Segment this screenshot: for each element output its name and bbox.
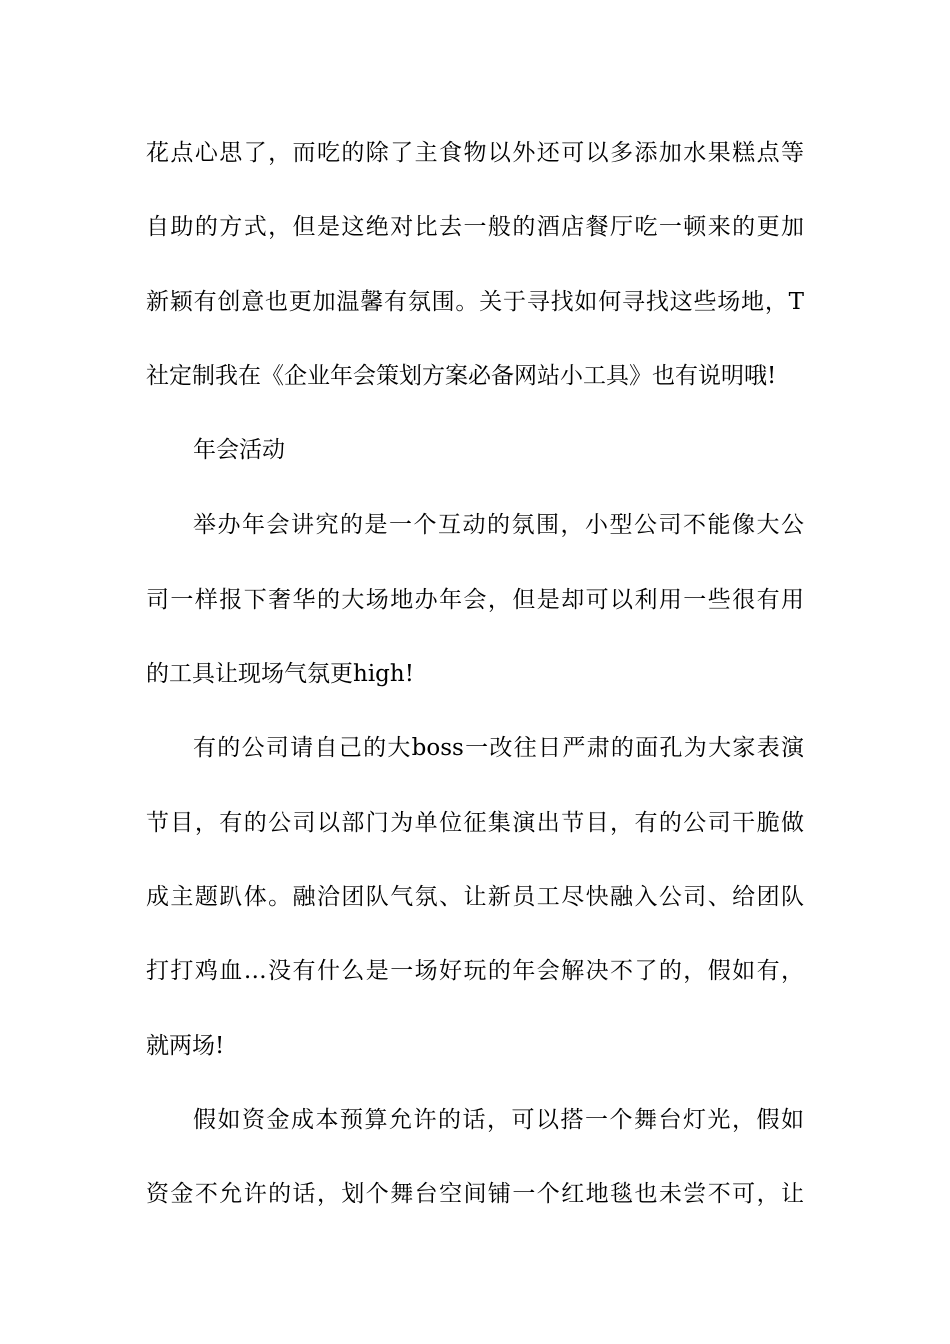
text-line (0, 580, 950, 620)
paragraph-text: 自助的方式，但是这绝对比去一般的酒店餐厅吃一顿来的更加 (146, 214, 804, 240)
paragraph-text: 的工具让现场气氛更high! (146, 661, 414, 687)
paragraph-text: 打打鸡血…没有什么是一场好玩的年会解决不了的，假如有， (146, 958, 804, 984)
text-line (0, 207, 950, 247)
section-heading: 年会活动 (193, 437, 285, 463)
text-line (0, 430, 950, 470)
paragraph-text: 假如资金成本预算允许的话，可以搭一个舞台灯光，假如 (193, 1107, 804, 1133)
paragraph-text: 就两场! (146, 1033, 225, 1059)
paragraph-text: 花点心思了，而吃的除了主食物以外还可以多添加水果糕点等 (146, 140, 804, 166)
text-line (0, 133, 950, 173)
text-line (0, 877, 950, 917)
text-line (0, 282, 950, 322)
paragraph-text: 资金不允许的话，划个舞台空间铺一个红地毯也未尝不可，让 (146, 1181, 804, 1207)
paragraph-text: 新颖有创意也更加温馨有氛围。关于寻找如何寻找这些场地，T (146, 289, 804, 315)
text-line (0, 1026, 950, 1066)
text-line (0, 654, 950, 694)
text-line (0, 1100, 950, 1140)
text-line (0, 356, 950, 396)
paragraph-text: 有的公司请自己的大boss一改往日严肃的面孔为大家表演 (193, 735, 804, 761)
paragraph-text: 举办年会讲究的是一个互动的氛围，小型公司不能像大公 (193, 512, 804, 538)
text-line (0, 803, 950, 843)
text-line (0, 728, 950, 768)
paragraph-text: 成主题趴体。融洽团队气氛、让新员工尽快融入公司、给团队 (146, 884, 804, 910)
text-line (0, 951, 950, 991)
text-line (0, 505, 950, 545)
text-line (0, 1174, 950, 1214)
paragraph-text: 节目，有的公司以部门为单位征集演出节目，有的公司干脆做 (146, 810, 804, 836)
paragraph-text: 社定制我在《企业年会策划方案必备网站小工具》也有说明哦! (146, 363, 777, 389)
paragraph-text: 司一样报下奢华的大场地办年会，但是却可以利用一些很有用 (146, 587, 804, 613)
